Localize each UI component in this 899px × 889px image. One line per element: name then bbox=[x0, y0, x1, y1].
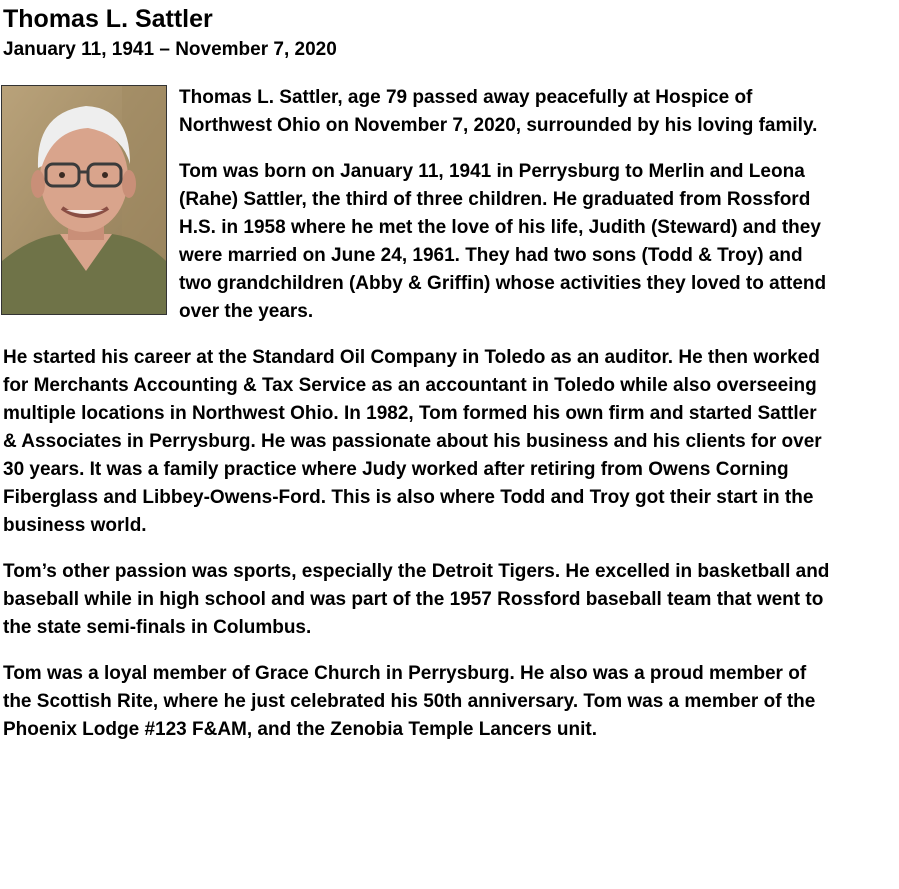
obituary-name: Thomas L. Sattler bbox=[3, 5, 213, 33]
obituary-paragraph: Tom was born on January 11, 1941 in Perrysburg to Merlin and Leona (Rahe) Sattler, the third of three children. He graduated from Rossford H.S. in 1958 where he met the love of his life, Judith (Steward) and they were married on June 24, 1961. They had two sons (Todd & Troy) and two grandchildren (Abby & Griffin) whose activities they loved to attend over the years. bbox=[179, 161, 827, 322]
obituary-paragraph: Thomas L. Sattler, age 79 passed away peacefully at Hospice of Northwest Ohio on November 7, 2020, surrounded by his loving family. bbox=[179, 87, 818, 136]
obituary bbox=[3, 4, 833, 762]
obituary-dates: January 11, 1941 – November 7, 2020 bbox=[3, 39, 337, 60]
obituary-paragraph: He started his career at the Standard Oil Company in Toledo as an auditor. He then worked for Merchants Accounting & Tax Service as an accountant in Toledo while also overseeing multiple locations in Northwest Ohio. In 1982, Tom formed his own firm and started Sattler & Associates in Perrysburg. He was passionate about his business and his clients for over 30 years. It was a family practice where Judy worked after retiring from Owens Corning Fiberglass and Libbey-Owens-Ford. This is also where Todd and Troy got their start in the business world. bbox=[3, 347, 822, 536]
obituary-paragraph: Tom was a loyal member of Grace Church in Perrysburg. He also was a proud member of the Scottish Rite, where he just celebrated his 50th anniversary. Tom was a member of the Phoenix Lodge #123 F&AM, and the Zenobia Temple Lancers unit. bbox=[3, 663, 816, 740]
obituary-body bbox=[3, 84, 833, 744]
portrait-photo bbox=[1, 85, 167, 315]
obituary-paragraph: Tom’s other passion was sports, especially the Detroit Tigers. He excelled in basketball and baseball while in high school and was part of the 1957 Rossford baseball team that went to the state semi-finals in Columbus. bbox=[3, 561, 830, 638]
